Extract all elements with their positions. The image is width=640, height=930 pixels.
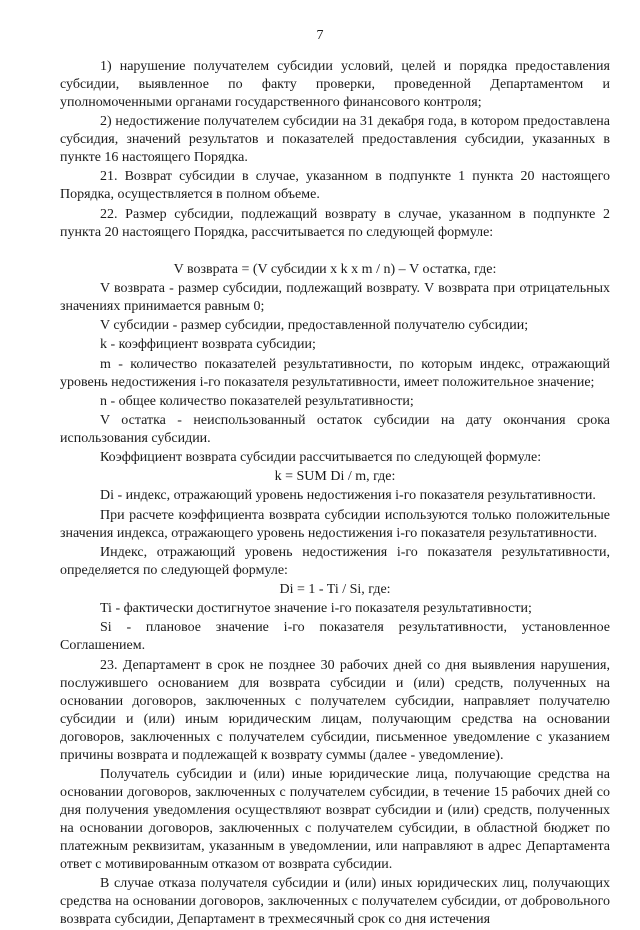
definition-di: Di - индекс, отражающий уровень недостижения i-го показателя результативности.	[100, 488, 596, 504]
spacer	[60, 243, 610, 261]
coefficient-intro: Коэффициент возврата субсидии рассчитывается по следующей формуле:	[100, 450, 542, 466]
paragraph-22: 22. Размер субсидии, подлежащий возврату в случае, указанном в подпункте 2 пункта 20 настоящего Порядка, рассчитывается по следующей формуле:	[60, 206, 610, 240]
definition-si: Si - плановое значение i-го показателя результативности, установленное Соглашением.	[60, 620, 610, 654]
definition-v-subsidy: V субсидии - размер субсидии, предоставленной получателю субсидии;	[100, 318, 529, 334]
paragraph-23: 23. Департамент в срок не позднее 30 рабочих дней со дня выявления нарушения, послужившего основанием для возврата субсидии и (или) средств, полученных на основании договоров, заключенных с получателем субсидии, направляет получателю субсидии и (или) иным юридическим лицам, получающим средства на основании договоров, заключенных с получателем субсидии, письменное уведомление с указанием причины возврата и подлежащей к возврату суммы (далее - уведомление).	[60, 657, 610, 763]
definition-v-return: V возврата - размер субсидии, подлежащий возврату. V возврата при отрицательных значениях принимается равным 0;	[60, 280, 610, 314]
definition-v-remainder: V остатка - неиспользованный остаток субсидии на дату окончания срока использования субсидии.	[60, 412, 610, 446]
formula-coefficient: k = SUM Di / m, где:	[274, 469, 396, 485]
definition-ti: Ti - фактически достигнутое значение i-го показателя результативности;	[100, 601, 532, 617]
document-body	[60, 58, 610, 930]
formula-index: Di = 1 - Ti / Si, где:	[279, 582, 391, 597]
formula-return-volume: V возврата = (V субсидии x k x m / n) – V остатка, где:	[173, 261, 497, 277]
page-number: 7	[316, 28, 324, 43]
paragraph-refusal: В случае отказа получателя субсидии и (или) иных юридических лиц, получающих средства на основании договоров, заключенных с получателем субсидии, от добровольного возврата субсидии, Департамент в трехмесячный срок со дня истечения	[60, 875, 610, 927]
paragraph-1: 1) нарушение получателем субсидии условий, целей и порядка предоставления субсидии, выявленное по факту проверки, проведенной Департаментом и уполномоченными органами государственного финансового контроля;	[60, 59, 610, 110]
paragraph-2: 2) недостижение получателем субсидии на 31 декабря года, в котором предоставлена субсидия, значений результатов и показателей предоставления субсидии, указанных в пункте 16 настоящего Порядка.	[60, 114, 610, 166]
definition-m: m - количество показателей результативности, по которым индекс, отражающий уровень недостижения i-го показателя результативности, имеет положительное значение;	[60, 356, 610, 390]
paragraph-21: 21. Возврат субсидии в случае, указанном в подпункте 1 пункта 20 настоящего Порядка, осуществляется в полном объеме.	[60, 169, 610, 203]
definition-n: n - общее количество показателей результативности;	[100, 393, 414, 409]
definition-k: k - коэффициент возврата субсидии;	[100, 337, 316, 353]
paragraph-return-procedure: Получатель субсидии и (или) иные юридические лица, получающие средства на основании договоров, заключенных с получателем субсидии, в течение 15 рабочих дней со дня получения уведомления осуществляют возврат субсидии и (или) средств, полученных на основании договоров, заключенных с получателем субсидии, в областной бюджет по платежным реквизитам, указанным в уведомлении, или направляют в адрес Департамента ответ с мотивированным отказом от возврата субсидии.	[60, 766, 610, 872]
coefficient-note: При расчете коэффициента возврата субсидии используются только положительные значения индекса, отражающего уровень недостижения i-го показателя результативности.	[60, 507, 610, 541]
index-intro: Индекс, отражающий уровень недостижения i-го показателя результативности, определяется по следующей формуле:	[60, 544, 610, 578]
